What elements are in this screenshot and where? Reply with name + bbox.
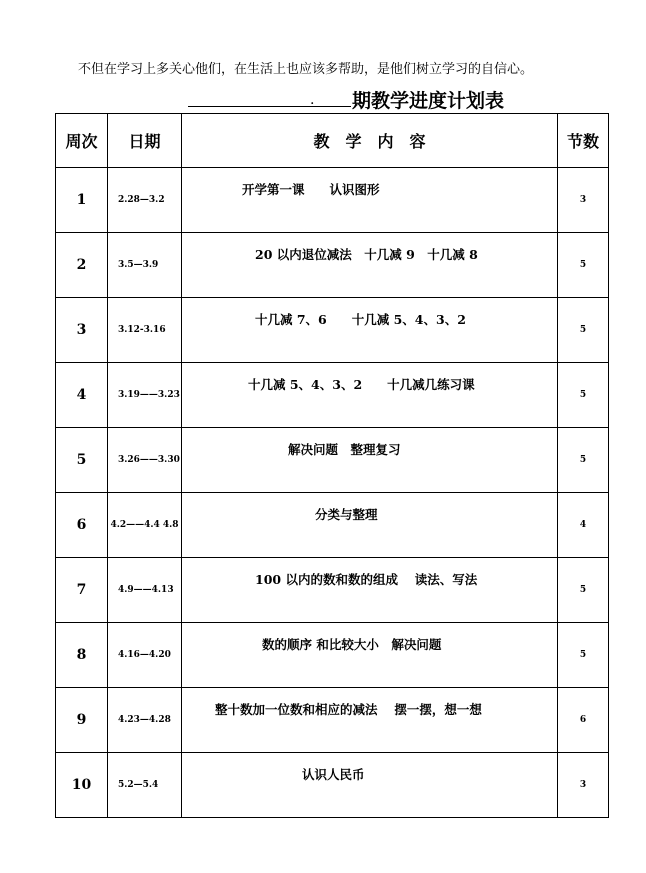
header-hours: 节数 [558, 114, 609, 168]
content-text: 开学第一课 认识图形 [242, 182, 380, 197]
week-cell: 6 [56, 493, 108, 558]
date-cell: 2.28—3.2 [108, 168, 182, 233]
date-cell: 3.12-3.16 [108, 298, 182, 363]
content-cell [182, 233, 558, 298]
content-text: 十几减 5、4、3、2 十几减几练习课 [248, 377, 475, 392]
table-row [56, 753, 609, 818]
table-row [56, 168, 609, 233]
date-cell: 5.2—5.4 [108, 753, 182, 818]
header-note: 不但在学习上多关心他们，在生活上也应该多帮助，是他们树立学习的自信心。 [78, 62, 534, 77]
content-text: 整十数加一位数和相应的减法 摆一摆，想一想 [215, 702, 482, 717]
date-cell: 3.19——3.23 [108, 363, 182, 428]
content-cell [182, 623, 558, 688]
content-text: 十几减 7、6 十几减 5、4、3、2 [255, 312, 466, 327]
week-cell: 9 [56, 688, 108, 753]
hours-cell: 5 [558, 623, 609, 688]
schedule-table [55, 113, 609, 818]
table-row [56, 428, 609, 493]
week-cell: 1 [56, 168, 108, 233]
content-cell [182, 428, 558, 493]
hours-cell: 5 [558, 428, 609, 493]
table-header-row [56, 114, 609, 168]
content-text: 数的顺序 和比较大小 解决问题 [262, 637, 442, 652]
content-text: 解决问题 整理复习 [288, 442, 401, 457]
table-row [56, 233, 609, 298]
hours-cell: 5 [558, 298, 609, 363]
hours-cell: 3 [558, 168, 609, 233]
table-row [56, 298, 609, 363]
hours-cell: 4 [558, 493, 609, 558]
date-cell: 3.5—3.9 [108, 233, 182, 298]
date-cell: 4.2——4.4 4.8 [108, 493, 182, 558]
table-row [56, 623, 609, 688]
content-text: 20 以内退位减法 十几减 9 十几减 8 [255, 247, 478, 262]
content-text: 认识人民币 [302, 767, 365, 782]
week-cell: 8 [56, 623, 108, 688]
hours-cell: 6 [558, 688, 609, 753]
page-title: 期教学进度计划表 [352, 90, 505, 112]
hours-cell: 5 [558, 558, 609, 623]
content-cell [182, 753, 558, 818]
date-cell: 3.26——3.30 [108, 428, 182, 493]
week-cell: 3 [56, 298, 108, 363]
content-cell [182, 363, 558, 428]
hours-cell: 5 [558, 363, 609, 428]
date-cell: 4.16—4.20 [108, 623, 182, 688]
date-cell: 4.23—4.28 [108, 688, 182, 753]
content-text: 分类与整理 [315, 507, 378, 522]
title-row [188, 86, 528, 112]
week-cell: 2 [56, 233, 108, 298]
content-cell [182, 298, 558, 363]
content-cell [182, 688, 558, 753]
header-content: 教 学 内 容 [182, 114, 558, 168]
header-date: 日期 [108, 114, 182, 168]
hours-cell: 3 [558, 753, 609, 818]
week-cell: 4 [56, 363, 108, 428]
table-row [56, 493, 609, 558]
table-row [56, 363, 609, 428]
week-cell: 7 [56, 558, 108, 623]
content-cell [182, 558, 558, 623]
content-cell [182, 168, 558, 233]
title-blank-underline [188, 106, 351, 107]
title-dot: . [310, 92, 315, 108]
week-cell: 5 [56, 428, 108, 493]
table-row [56, 688, 609, 753]
table-row [56, 558, 609, 623]
date-cell: 4.9——4.13 [108, 558, 182, 623]
header-week: 周次 [56, 114, 108, 168]
week-cell: 10 [56, 753, 108, 818]
content-text: 100 以内的数和数的组成 读法、写法 [255, 572, 478, 587]
hours-cell: 5 [558, 233, 609, 298]
content-cell [182, 493, 558, 558]
